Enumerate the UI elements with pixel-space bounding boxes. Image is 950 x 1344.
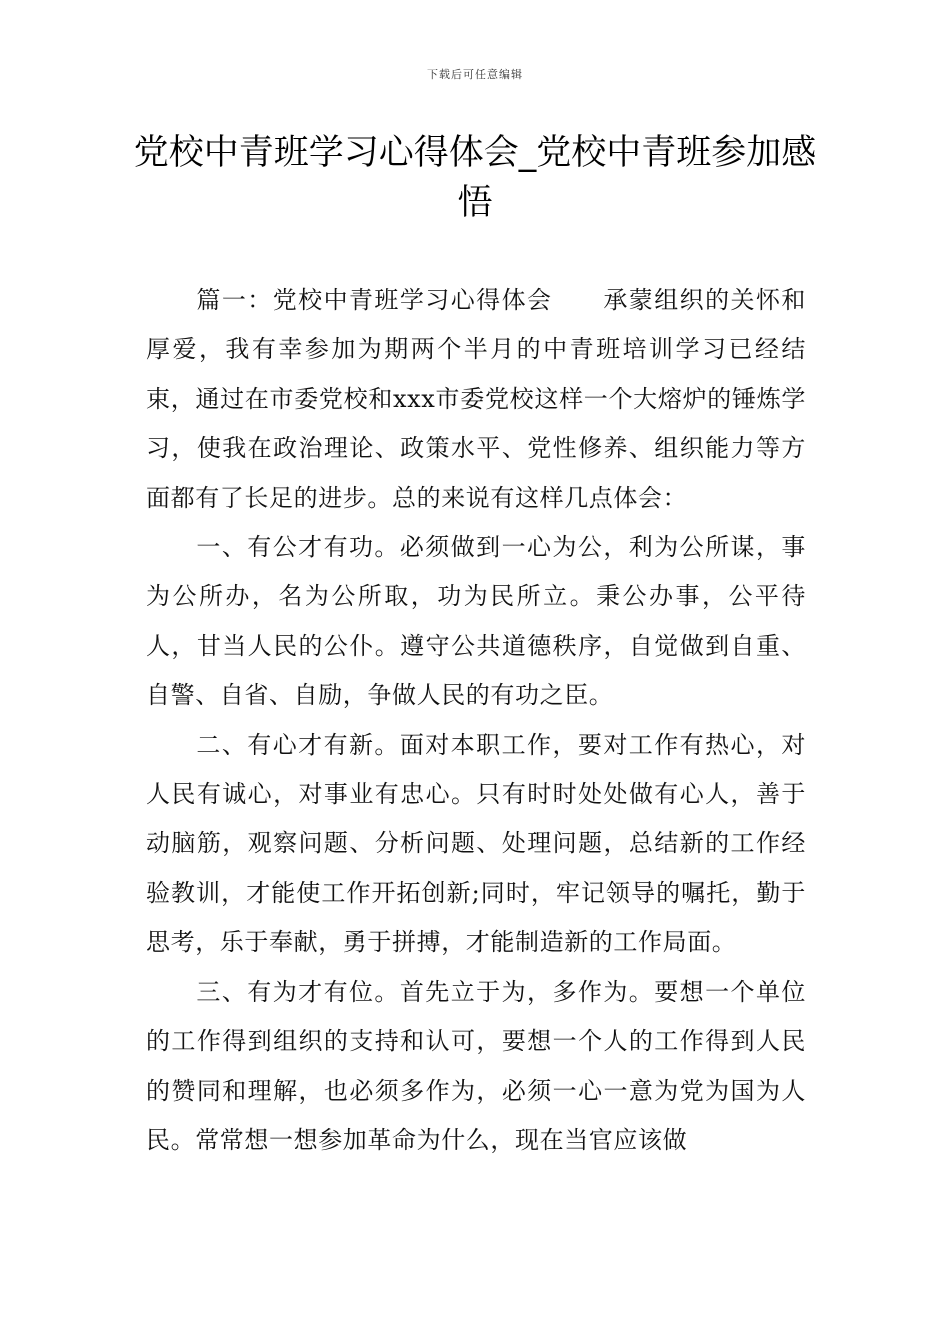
header-note: 下载后可任意编辑 bbox=[427, 68, 523, 81]
document-title: 党校中青班学习心得体会_党校中青班参加感悟 bbox=[133, 133, 817, 223]
paragraph-2: 一、有公才有功。必须做到一心为公，利为公所谋，事为公所办，名为公所取，功为民所立。秉公办事，公平待人，甘当人民的公仆。遵守公共道德秩序，自觉做到自重、自警、自省、自励，争做人民的有功之臣。 bbox=[146, 533, 806, 710]
paragraph-1: 篇一：党校中青班学习心得体会 承蒙组织的关怀和厚爱，我有幸参加为期两个半月的中青班培训学习已经结束，通过在市委党校和xxx市委党校这样一个大熔炉的锤炼学习，使我在政治理论、政策水平、党性修养、组织能力等方面都有了长足的进步。总的来说有这样几点体会： bbox=[146, 286, 806, 512]
paragraph-4: 三、有为才有位。首先立于为，多作为。要想一个单位的工作得到组织的支持和认可，要想一个人的工作得到人民的赞同和理解，也必须多作为，必须一心一意为党为国为人民。常常想一想参加革命为什么，现在当官应该做 bbox=[146, 977, 806, 1154]
document-body bbox=[146, 276, 806, 1165]
paragraph-3: 二、有心才有新。面对本职工作，要对工作有热心，对人民有诚心，对事业有忠心。只有时时处处做有心人，善于动脑筋，观察问题、分析问题、处理问题，总结新的工作经验教训，才能使工作开拓创新;同时，牢记领导的嘱托，勤于思考，乐于奉献，勇于拼搏，才能制造新的工作局面。 bbox=[146, 730, 806, 957]
